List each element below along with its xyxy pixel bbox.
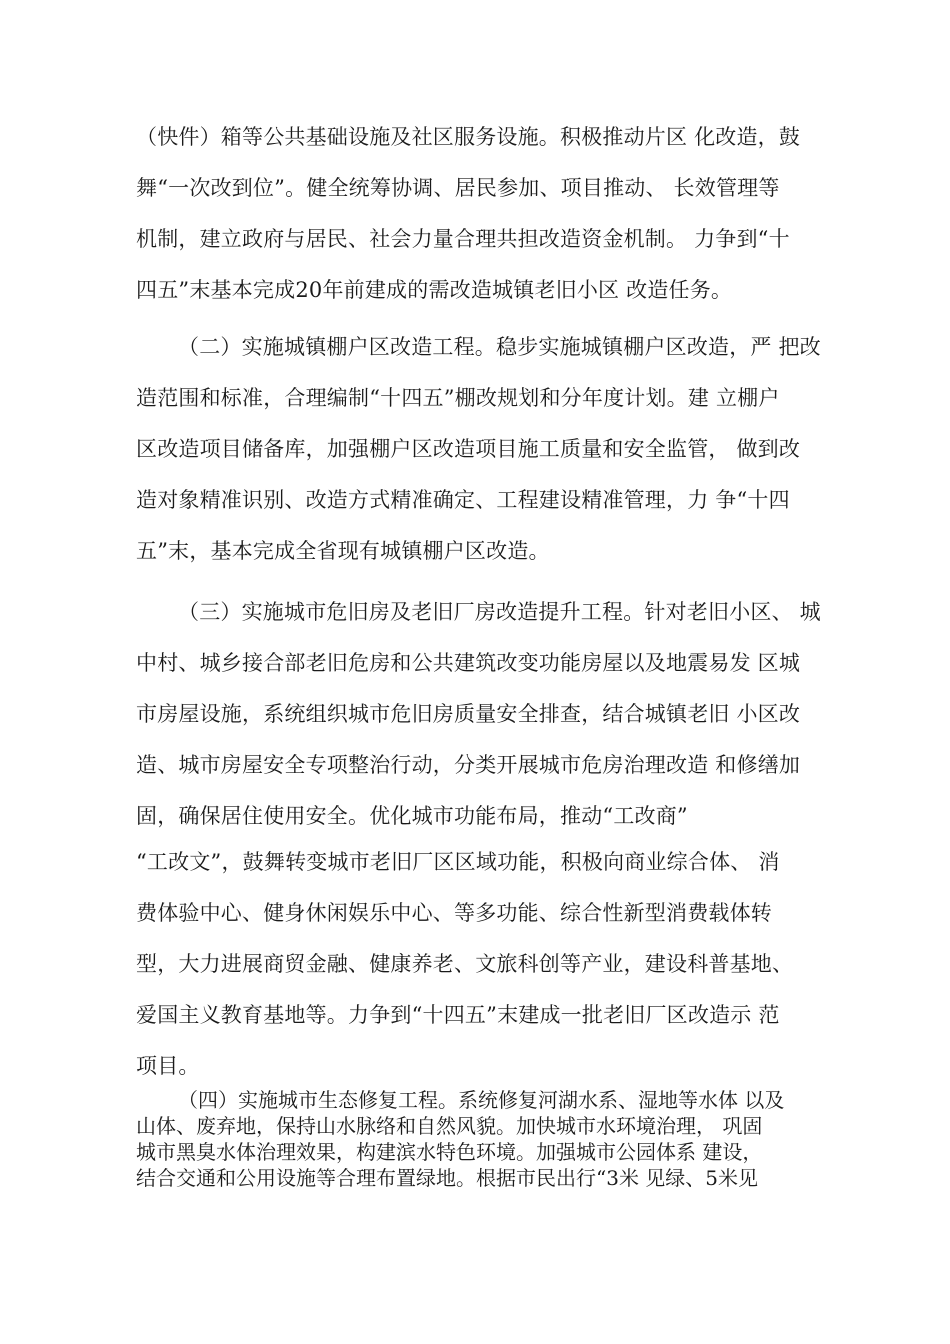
paragraph-1-line-1: （快件）箱等公共基础设施及社区服务设施。积极推动片区 化改造，鼓 bbox=[136, 125, 801, 149]
paragraph-4-line-1: “工改文”，鼓舞转变城市老旧厂区区域功能，积极向商业综合体、 消 bbox=[136, 850, 780, 874]
paragraph-4-line-2: 费体验中心、健身休闲娱乐中心、等多功能、综合性新型消费载体转 bbox=[136, 901, 772, 925]
paragraph-4-line-4: 爱国主义教育基地等。力争到“十四五”末建成一批老旧厂区改造示 范 bbox=[136, 1003, 780, 1027]
paragraph-1-line-3: 机制，建立政府与居民、社会力量合理共担改造资金机制。 力争到“十 bbox=[136, 227, 790, 251]
paragraph-3-line-1: （三）实施城市危旧房及老旧厂房改造提升工程。针对老旧小区、 城 bbox=[178, 600, 821, 624]
paragraph-1-line-4: 四五”末基本完成20年前建成的需改造城镇老旧小区 改造任务。 bbox=[136, 278, 733, 302]
paragraph-4-line-5: 项目。 bbox=[136, 1054, 200, 1078]
paragraph-2-line-5: 五”末，基本完成全省现有城镇棚户区改造。 bbox=[136, 539, 550, 563]
paragraph-2-line-4: 造对象精准识别、改造方式精准确定、工程建设精准管理，力 争“十四 bbox=[136, 488, 790, 512]
paragraph-3-line-2: 中村、城乡接合部老旧危房和公共建筑改变功能房屋以及地震易发 区城 bbox=[136, 651, 801, 675]
paragraph-3-line-4: 造、城市房屋安全专项整治行动，分类开展城市危房治理改造 和修缮加 bbox=[136, 753, 801, 777]
paragraph-5-line-2: 山体、废弃地，保持山水脉络和自然风貌。加快城市水环境治理， 巩固 bbox=[136, 1114, 763, 1138]
paragraph-3-line-5: 固，确保居住使用安全。优化城市功能布局，推动“工改商” bbox=[136, 804, 688, 828]
paragraph-5-line-4: 结合交通和公用设施等合理布置绿地。根据市民出行“3米 见绿、5米见 bbox=[136, 1166, 759, 1190]
paragraph-2-line-1: （二）实施城镇棚户区改造工程。稳步实施城镇棚户区改造，严 把改 bbox=[178, 335, 821, 359]
paragraph-3-line-3: 市房屋设施，系统组织城市危旧房质量安全排查，结合城镇老旧 小区改 bbox=[136, 702, 801, 726]
paragraph-4-line-3: 型，大力进展商贸金融、健康养老、文旅科创等产业，建设科普基地、 bbox=[136, 952, 794, 976]
paragraph-1-line-2: 舞“一次改到位”。健全统筹协调、居民参加、项目推动、 长效管理等 bbox=[136, 176, 780, 200]
paragraph-2-line-2: 造范围和标准，合理编制“十四五”棚改规划和分年度计划。建 立棚户 bbox=[136, 386, 780, 410]
paragraph-5-line-3: 城市黑臭水体治理效果，构建滨水特色环境。加强城市公园体系 建设， bbox=[136, 1140, 763, 1164]
paragraph-2-line-3: 区改造项目储备库，加强棚户区改造项目施工质量和安全监管， 做到改 bbox=[136, 437, 801, 461]
paragraph-5-line-1: （四）实施城市生态修复工程。系统修复河湖水系、湿地等水体 以及 bbox=[178, 1088, 785, 1112]
